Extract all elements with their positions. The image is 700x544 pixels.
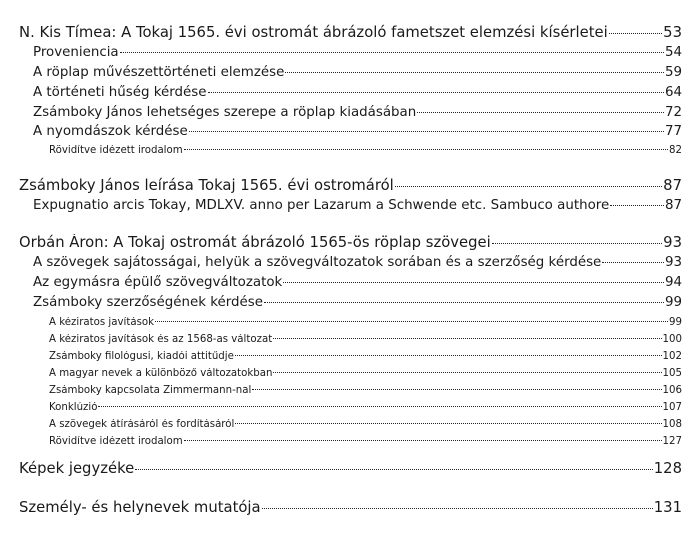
toc-entry-title: Konklúzió — [49, 402, 98, 413]
toc-entry-keziratos-1568 — [49, 334, 682, 345]
toc-entry-title: Személy- és helynevek mutatója — [19, 499, 261, 516]
toc-page-number: 87 — [663, 177, 682, 194]
dot-leader — [264, 302, 664, 303]
toc-entry-title: Zsámboky kapcsolata Zimmermann-nal — [49, 385, 252, 396]
toc-entry-nevmutato — [19, 499, 682, 516]
toc-page-number: 128 — [653, 460, 682, 477]
dot-leader — [285, 72, 664, 73]
toc-page-number: 107 — [662, 402, 682, 413]
toc-entry-n-kis-timea-chapter — [19, 24, 682, 41]
toc-entry-zimmermann — [49, 385, 682, 396]
toc-page-number: 77 — [664, 124, 682, 139]
dot-leader — [609, 33, 662, 34]
dot-leader — [135, 469, 653, 470]
toc-entry-title: Zsámboky János lehetséges szerepe a röplap kiadásában — [33, 105, 417, 120]
toc-entry-title: Proveniencia — [33, 45, 119, 60]
toc-entry-title: A kéziratos javítások és az 1568-as változat — [49, 334, 273, 345]
toc-entry-title: A röplap művészettörténeti elemzése — [33, 65, 285, 80]
toc-entry-keziratos-javitasok — [49, 317, 682, 328]
toc-page-number: 93 — [663, 234, 682, 251]
toc-entry-egymasra-epulo — [33, 275, 682, 290]
dot-leader — [262, 508, 653, 509]
dot-leader — [395, 186, 662, 187]
toc-entry-title: A történeti hűség kérdése — [33, 85, 207, 100]
toc-page-number: 131 — [653, 499, 682, 516]
toc-entry-roviditve-2 — [49, 436, 682, 447]
dot-leader — [417, 112, 664, 113]
toc-entry-magyar-nevek — [49, 368, 682, 379]
toc-entry-proveniencia — [33, 45, 682, 60]
toc-entry-nyomdaszok — [33, 124, 682, 139]
toc-page-number: 53 — [663, 24, 682, 41]
toc-entry-muveszettorteneti — [33, 65, 682, 80]
toc-entry-orban-aron-chapter — [19, 234, 682, 251]
toc-entry-filologusi-attitud — [49, 351, 682, 362]
toc-entry-title: A szövegek átírásáról és fordításáról — [49, 419, 235, 430]
toc-entry-torteneti-huseg — [33, 85, 682, 100]
toc-page-number: 64 — [664, 85, 682, 100]
toc-entry-title: Expugnatio arcis Tokay, MDLXV. anno per Lazarum a Schwende etc. Sambuco authore — [33, 198, 610, 213]
dot-leader — [184, 440, 662, 441]
toc-entry-title: Orbán Áron: A Tokaj ostromát ábrázoló 1565-ös röplap szövegei — [19, 234, 491, 251]
toc-page-number: 82 — [669, 145, 682, 156]
dot-leader — [252, 389, 661, 390]
dot-leader — [602, 262, 664, 263]
toc-entry-title: A nyomdászok kérdése — [33, 124, 188, 139]
toc-entry-title: Zsámboky szerzőségének kérdése — [33, 295, 263, 310]
dot-leader — [155, 321, 668, 322]
toc-entry-zsamboky-szerzosege — [33, 295, 682, 310]
dot-leader — [610, 205, 664, 206]
dot-leader — [120, 52, 664, 53]
dot-leader — [189, 131, 664, 132]
toc-page-number: 59 — [664, 65, 682, 80]
toc-entry-title: Képek jegyzéke — [19, 460, 135, 477]
toc-page-number: 105 — [662, 368, 682, 379]
toc-entry-title: Az egymásra épülő szövegváltozatok — [33, 275, 283, 290]
toc-entry-szovegek-sajatossagai — [33, 255, 682, 270]
toc-entry-title: A kéziratos javítások — [49, 317, 155, 328]
toc-entry-title: A szövegek sajátosságai, helyük a szövegváltozatok sorában és a szerzőség kérdése — [33, 255, 602, 270]
toc-entry-title: N. Kis Tímea: A Tokaj 1565. évi ostromát ábrázoló fametszet elemzési kísérletei — [19, 24, 608, 41]
toc-entry-title: Rövidítve idézett irodalom — [49, 436, 183, 447]
toc-page-number: 94 — [664, 275, 682, 290]
toc-entry-kepek-jegyzeke — [19, 460, 682, 477]
toc-entry-konkluzio — [49, 402, 682, 413]
toc-page-number: 72 — [664, 105, 682, 120]
toc-entry-roviditve-1 — [49, 145, 682, 156]
dot-leader — [235, 423, 661, 424]
toc-page-number: 127 — [662, 436, 682, 447]
dot-leader — [273, 338, 661, 339]
toc-page-number: 108 — [662, 419, 682, 430]
toc-page-number: 99 — [669, 317, 682, 328]
toc-entry-atirasrol — [49, 419, 682, 430]
dot-leader — [492, 243, 662, 244]
toc-page-number: 102 — [662, 351, 682, 362]
dot-leader — [273, 372, 661, 373]
toc-page-number: 93 — [664, 255, 682, 270]
dot-leader — [235, 355, 662, 356]
toc-page-number: 54 — [664, 45, 682, 60]
toc-entry-expugnatio — [33, 198, 682, 213]
toc-page-number: 99 — [664, 295, 682, 310]
dot-leader — [98, 406, 661, 407]
toc-page-number: 87 — [664, 198, 682, 213]
dot-leader — [208, 92, 664, 93]
toc-page-number: 106 — [662, 385, 682, 396]
toc-entry-title: Zsámboky filológusi, kiadói attitűdje — [49, 351, 234, 362]
dot-leader — [283, 282, 664, 283]
toc-entry-title: A magyar nevek a különböző változatokban — [49, 368, 273, 379]
toc-page-number: 100 — [662, 334, 682, 345]
toc-entry-zsamboky-leirasa — [19, 177, 682, 194]
toc-entry-title: Rövidítve idézett irodalom — [49, 145, 183, 156]
dot-leader — [184, 149, 668, 150]
toc-entry-title: Zsámboky János leírása Tokaj 1565. évi ostromáról — [19, 177, 394, 194]
toc-entry-zsamboky-szerepe — [33, 105, 682, 120]
